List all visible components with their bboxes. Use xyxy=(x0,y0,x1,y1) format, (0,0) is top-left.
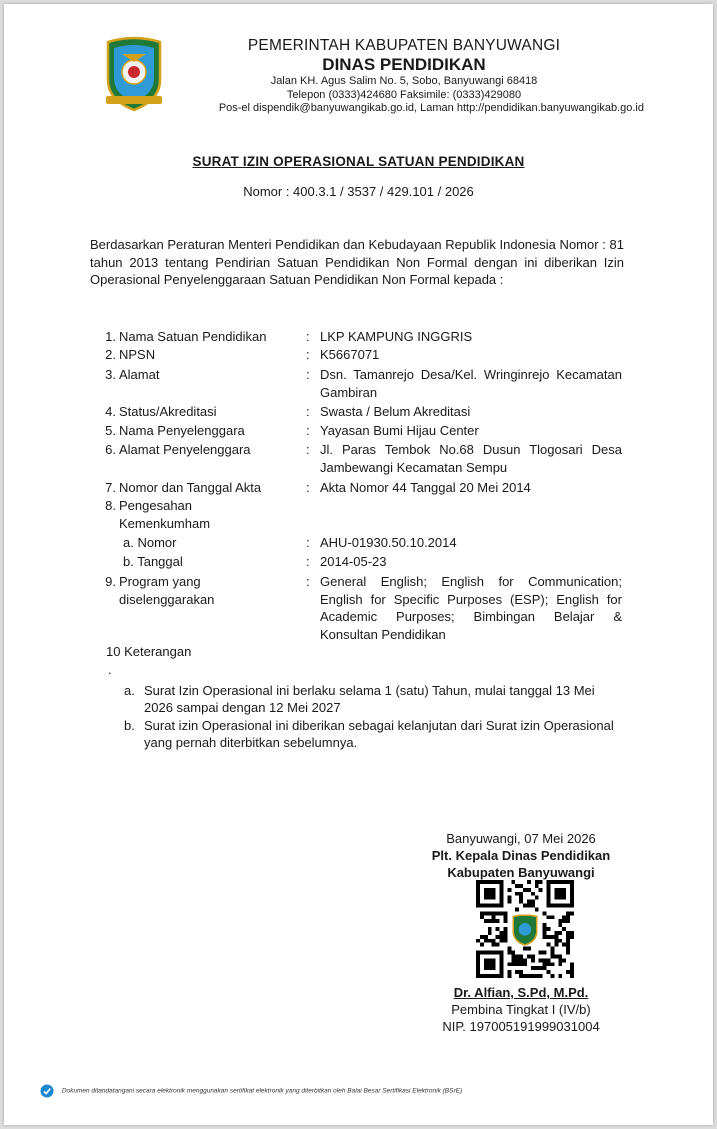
note-text: Surat Izin Operasional ini berlaku selama 1 (satu) Tahun, mulai tanggal 13 Mei 2026 sampai dengan 12 Mei 2027 xyxy=(144,683,595,715)
letterhead-address: Jalan KH. Agus Salim No. 5, Sobo, Banyuwangi 68418 xyxy=(270,75,538,87)
item-colon: : xyxy=(306,367,310,382)
item-colon: : xyxy=(306,347,310,362)
item-colon: : xyxy=(306,442,310,457)
item-number: 3. xyxy=(105,367,116,382)
signer-name: Dr. Alfian, S.Pd, M.Pd. xyxy=(453,985,589,1000)
item-number: 9. xyxy=(105,574,116,589)
item-label: Alamat Penyelenggara xyxy=(119,442,251,457)
intro-paragraph: Berdasarkan Peraturan Menteri Pendidikan dan Kebudayaan Republik Indonesia Nomor : 81 tahun 2013 tentang Pendirian Satuan Pendidikan Non Formal dengan ini diberikan Izin Operasional Penyelenggaraan Satuan Pendidikan Non Formal kepada : xyxy=(90,237,624,287)
item-value: Akta Nomor 44 Tanggal 20 Mei 2014 xyxy=(320,480,531,495)
item-label: Nama Satuan Pendidikan xyxy=(119,329,267,344)
footer-note xyxy=(40,1084,680,1098)
document-number: Nomor : 400.3.1 / 3537 / 429.101 / 2026 xyxy=(243,184,474,199)
note-item xyxy=(124,682,624,716)
letterhead-dept: DINAS PENDIDIKAN xyxy=(322,55,486,74)
signature-position: Plt. Kepala Dinas Pendidikan xyxy=(431,848,611,863)
signature-block xyxy=(416,830,626,881)
item-colon: : xyxy=(306,404,310,419)
keterangan-dot: . xyxy=(108,662,112,677)
bsre-icon xyxy=(40,1084,54,1098)
item-value: Yayasan Bumi Hijau Center xyxy=(320,423,479,438)
item-colon: : xyxy=(306,535,310,550)
item-number: 6. xyxy=(105,442,116,457)
item-label: Alamat xyxy=(119,367,160,382)
item-value: Dsn. Tamanrejo Desa/Kel. Wringinrejo Kecamatan Gambiran xyxy=(320,367,622,400)
item-value: K5667071 xyxy=(320,347,380,362)
item-label: a. Nomor xyxy=(123,535,177,550)
item-colon: : xyxy=(306,554,310,569)
item-value: Swasta / Belum Akreditasi xyxy=(320,404,471,419)
item-colon: : xyxy=(306,480,310,495)
note-letter: a. xyxy=(124,683,135,698)
item-label: b. Tanggal xyxy=(123,554,183,569)
letterhead-org: PEMERINTAH KABUPATEN BANYUWANGI xyxy=(247,37,561,54)
item-number: 7. xyxy=(105,480,116,495)
document-title: SURAT IZIN OPERASIONAL SATUAN PENDIDIKAN xyxy=(192,154,525,169)
letterhead-phone: Telepon (0333)424680 Faksimile: (0333)429080 xyxy=(286,88,522,101)
item-colon: : xyxy=(306,574,310,589)
item-label: Pengesahan Kemenkumham xyxy=(119,498,211,531)
item-value: General English; English for Communication; English for Specific Purposes (ESP); English for Academic Purposes; Bimbingan Belajar & Konsultan Pendidikan xyxy=(320,574,622,642)
signer-rank: Pembina Tingkat I (IV/b) xyxy=(451,1002,591,1017)
item-number: 2. xyxy=(105,347,116,362)
letterhead-email: Pos-el dispendik@banyuwangikab.go.id, Laman http://pendidikan.banyuwangikab.go.id xyxy=(218,102,644,114)
item-label: NPSN xyxy=(119,347,156,362)
item-number: 5. xyxy=(105,423,116,438)
signature-region: Kabupaten Banyuwangi xyxy=(447,865,595,880)
qr-code-icon xyxy=(476,880,574,978)
item-value: AHU-01930.50.10.2014 xyxy=(320,535,457,550)
signature-place-date: Banyuwangi, 07 Mei 2026 xyxy=(446,831,596,846)
letterhead xyxy=(164,37,644,116)
notes-list xyxy=(124,682,624,752)
item-label: Nomor dan Tanggal Akta xyxy=(119,480,262,495)
item-label: Nama Penyelenggara xyxy=(119,423,245,438)
regency-crest-icon xyxy=(102,34,166,114)
item-colon: : xyxy=(306,329,310,344)
item-value: 2014-05-23 xyxy=(320,554,387,569)
footer-text: Dokumen ditandatangani secara elektronik menggunakan sertifikat elektronik yang diterbitkan oleh Balai Besar Sertifikasi Elektronik (BSrE) xyxy=(61,1087,463,1095)
note-letter: b. xyxy=(124,718,135,733)
item-number: 1. xyxy=(105,329,116,344)
keterangan-label: 10 Keterangan xyxy=(106,644,192,659)
item-number: 8. xyxy=(105,498,116,513)
item-label: Status/Akreditasi xyxy=(119,404,217,419)
signer-nip: NIP. 197005191999031004 xyxy=(442,1019,600,1034)
item-value: Jl. Paras Tembok No.68 Dusun Tlogosari Desa Jambewangi Kecamatan Sempu xyxy=(320,442,622,475)
note-item xyxy=(124,717,624,751)
note-text: Surat izin Operasional ini diberikan sebagai kelanjutan dari Surat izin Operasional yang pernah diterbitkan sebelumnya. xyxy=(144,718,614,750)
item-value: LKP KAMPUNG INGGRIS xyxy=(320,329,473,344)
item-colon: : xyxy=(306,423,310,438)
signature-signer xyxy=(416,984,626,1035)
item-number: 4. xyxy=(105,404,116,419)
item-label: Program yang diselenggarakan xyxy=(119,574,215,607)
document-page xyxy=(4,4,713,1125)
